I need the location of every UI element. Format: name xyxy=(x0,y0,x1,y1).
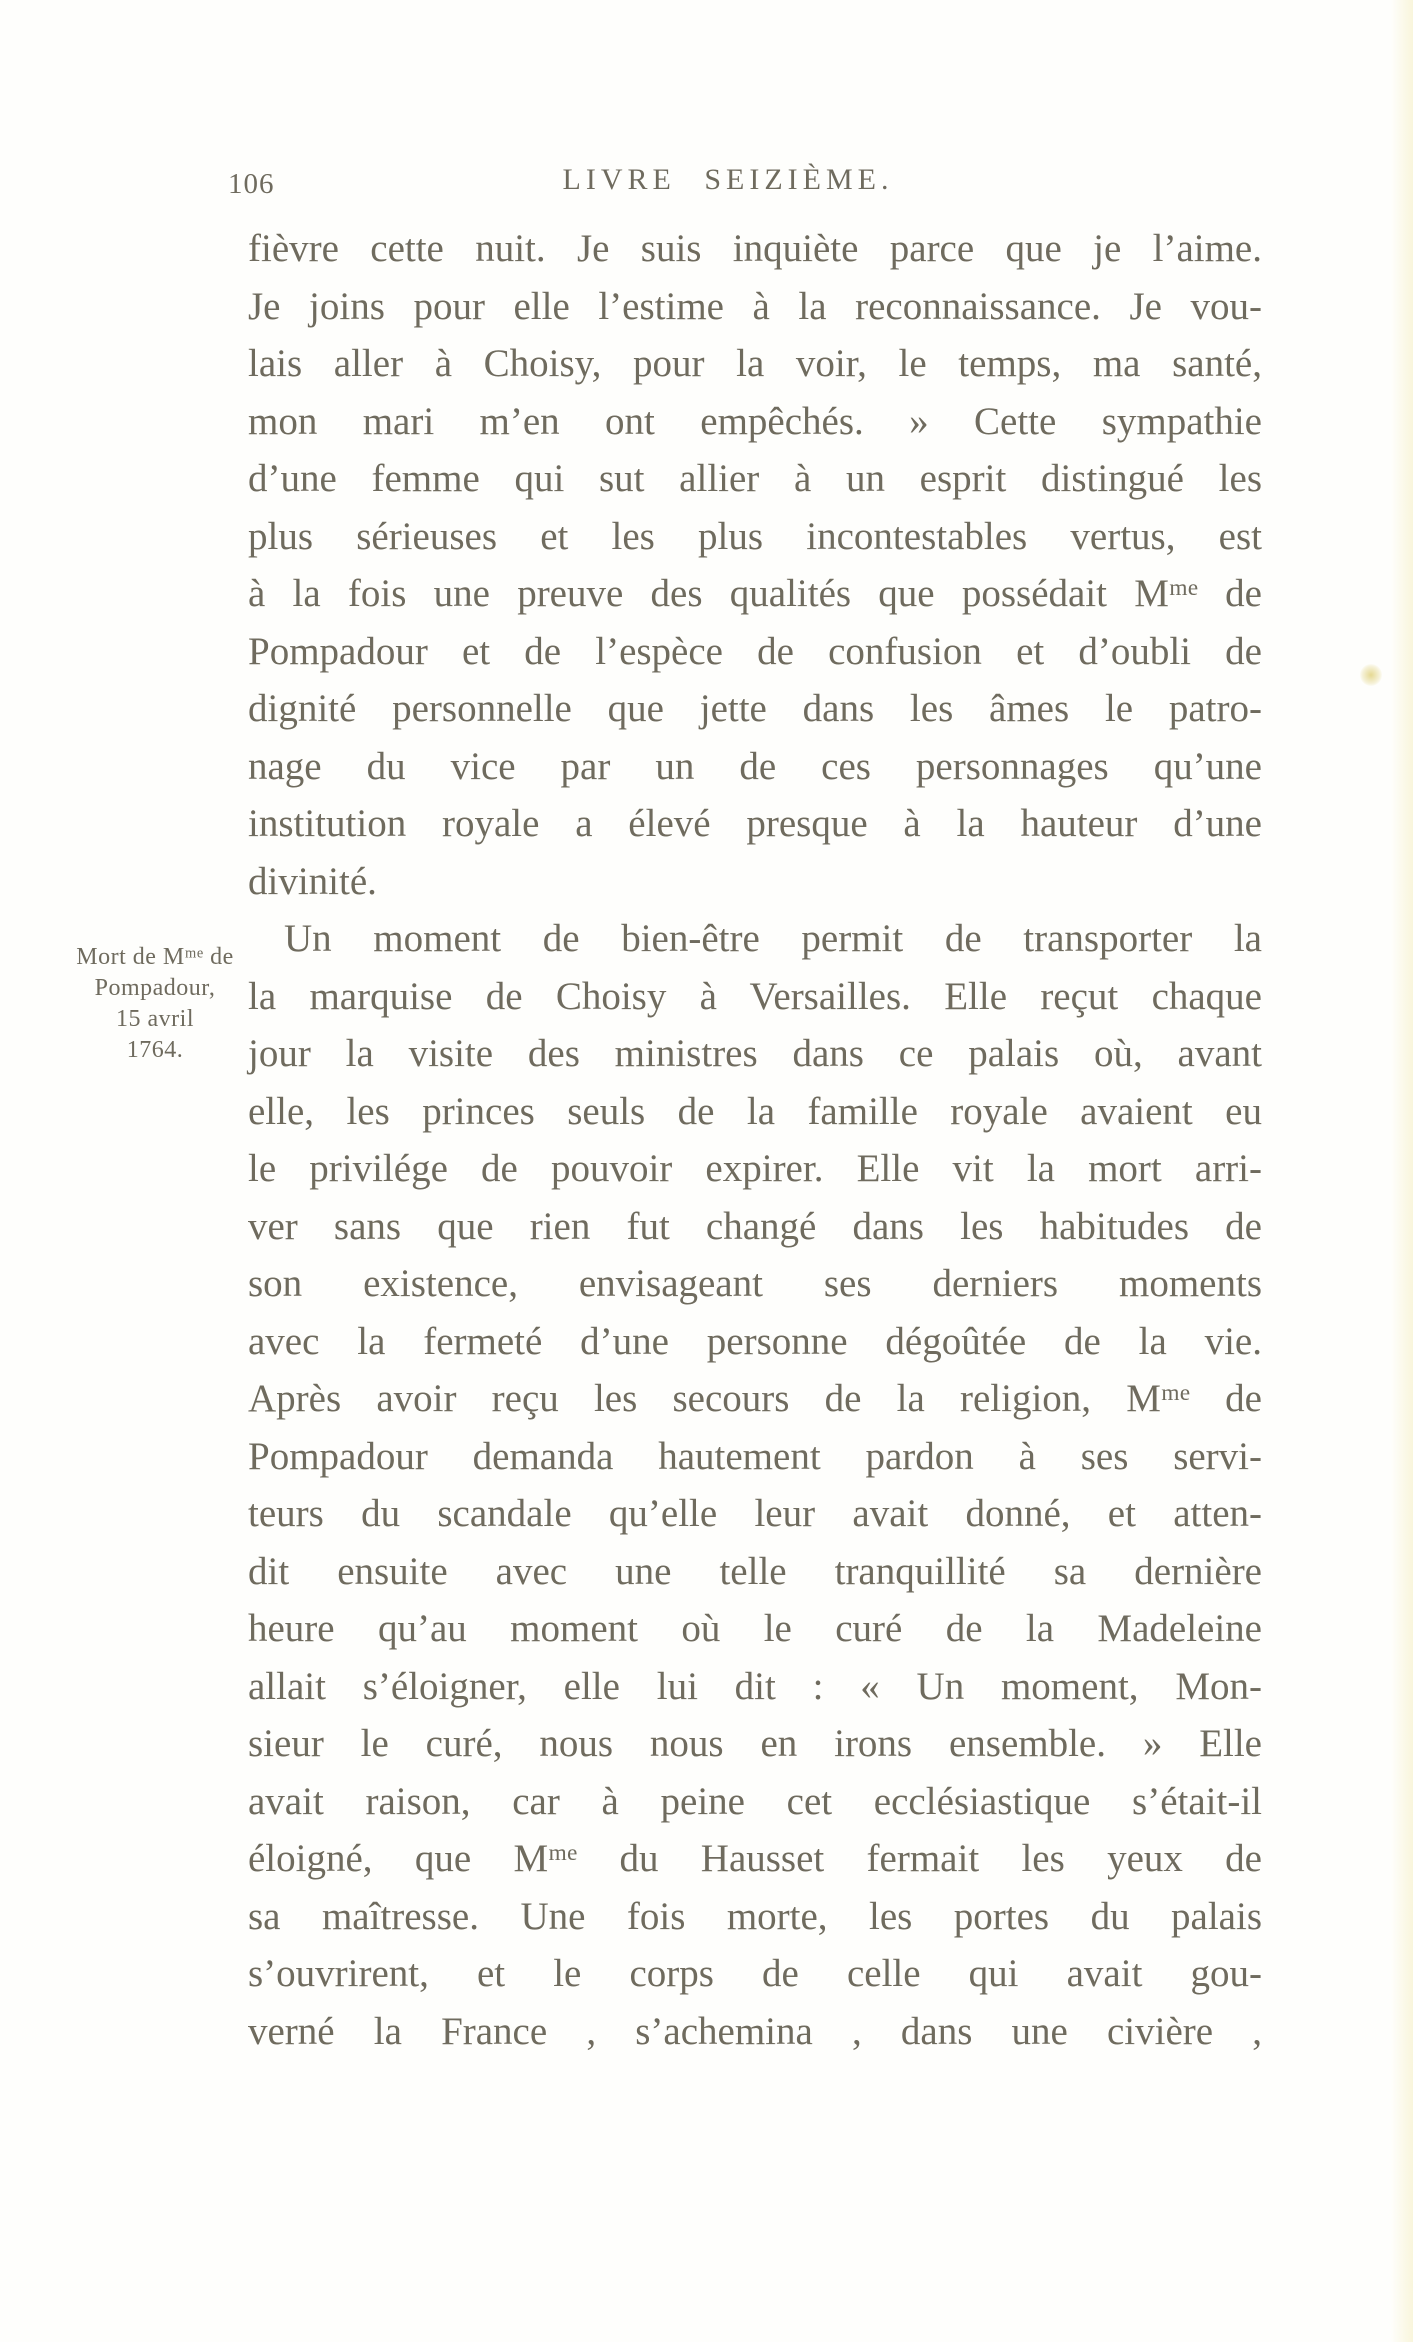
text-line: ver sans que rien fut changé dans les habitudes de xyxy=(248,1204,1262,1248)
text-line: sa maîtresse. Une fois morte, les portes du palais xyxy=(248,1894,1262,1938)
text-line: Je joins pour elle l’estime à la reconnaissance. Je vou- xyxy=(248,284,1262,328)
text-line: plus sérieuses et les plus incontestables vertus, est xyxy=(248,514,1262,558)
text-line: sieur le curé, nous nous en irons ensemble. » Elle xyxy=(248,1722,1262,1765)
text-line: à la fois une preuve des qualités que possédait Mᵐᵉ de xyxy=(248,572,1262,615)
text-line: verné la France , s’achemina , dans une civière , xyxy=(248,2009,1262,2053)
margin-note-line: Pompadour, xyxy=(94,975,216,1001)
margin-note-line: 1764. xyxy=(126,1037,184,1063)
text-line: allait s’éloigner, elle lui dit : « Un moment, Mon- xyxy=(248,1664,1262,1708)
text-line: nage du vice par un de ces personnages qu’une xyxy=(248,744,1262,788)
text-line: d’une femme qui sut allier à un esprit distingué les xyxy=(248,457,1262,500)
body-text xyxy=(248,220,1262,2060)
margin-note-line: 15 avril xyxy=(116,1006,194,1032)
text-line: fièvre cette nuit. Je suis inquiète parce que je l’aime. xyxy=(248,227,1262,270)
text-line: son existence, envisageant ses derniers moments xyxy=(248,1262,1262,1305)
text-line: avait raison, car à peine cet ecclésiastique s’était-il xyxy=(248,1779,1262,1823)
text-line: éloigné, que Mᵐᵉ du Hausset fermait les yeux de xyxy=(248,1837,1262,1880)
text-line: Un moment de bien-être permit de transporter la xyxy=(284,917,1262,960)
margin-note-line: Mort de Mᵐᵉ de xyxy=(76,944,234,970)
text-line: jour la visite des ministres dans ce palais où, avant xyxy=(248,1032,1262,1075)
text-line: elle, les princes seuls de la famille royale avaient eu xyxy=(248,1089,1262,1133)
text-line: heure qu’au moment où le curé de la Madeleine xyxy=(248,1607,1262,1650)
text-line: le privilége de pouvoir expirer. Elle vit la mort arri- xyxy=(248,1147,1262,1190)
text-line: lais aller à Choisy, pour la voir, le temps, ma santé, xyxy=(248,342,1262,385)
text-line: dignité personnelle que jette dans les âmes le patro- xyxy=(248,687,1262,730)
text-line: Pompadour et de l’espèce de confusion et d’oubli de xyxy=(248,629,1262,673)
text-line: institution royale a élevé presque à la hauteur d’une xyxy=(248,802,1262,845)
margin-note xyxy=(52,942,258,1066)
text-line: Après avoir reçu les secours de la religion, Mᵐᵉ de xyxy=(248,1377,1262,1420)
text-line: mon mari m’en ont empêchés. » Cette sympathie xyxy=(248,399,1262,443)
text-line: la marquise de Choisy à Versailles. Elle reçut chaque xyxy=(248,974,1262,1018)
paper-stain xyxy=(1360,664,1382,686)
text-line: avec la fermeté d’une personne dégoûtée de la vie. xyxy=(248,1319,1262,1363)
text-line: Pompadour demanda hautement pardon à ses servi- xyxy=(248,1434,1262,1478)
text-line: teurs du scandale qu’elle leur avait donné, et atten- xyxy=(248,1492,1262,1535)
page-edge-tint xyxy=(1391,0,1413,2342)
text-line: divinité. xyxy=(248,859,377,903)
text-line: dit ensuite avec une telle tranquillité sa dernière xyxy=(248,1549,1262,1593)
page-number: 106 xyxy=(228,168,275,200)
running-title: LIVRE SEIZIÈME. xyxy=(562,163,894,196)
text-line: s’ouvrirent, et le corps de celle qui avait gou- xyxy=(248,1952,1262,1995)
